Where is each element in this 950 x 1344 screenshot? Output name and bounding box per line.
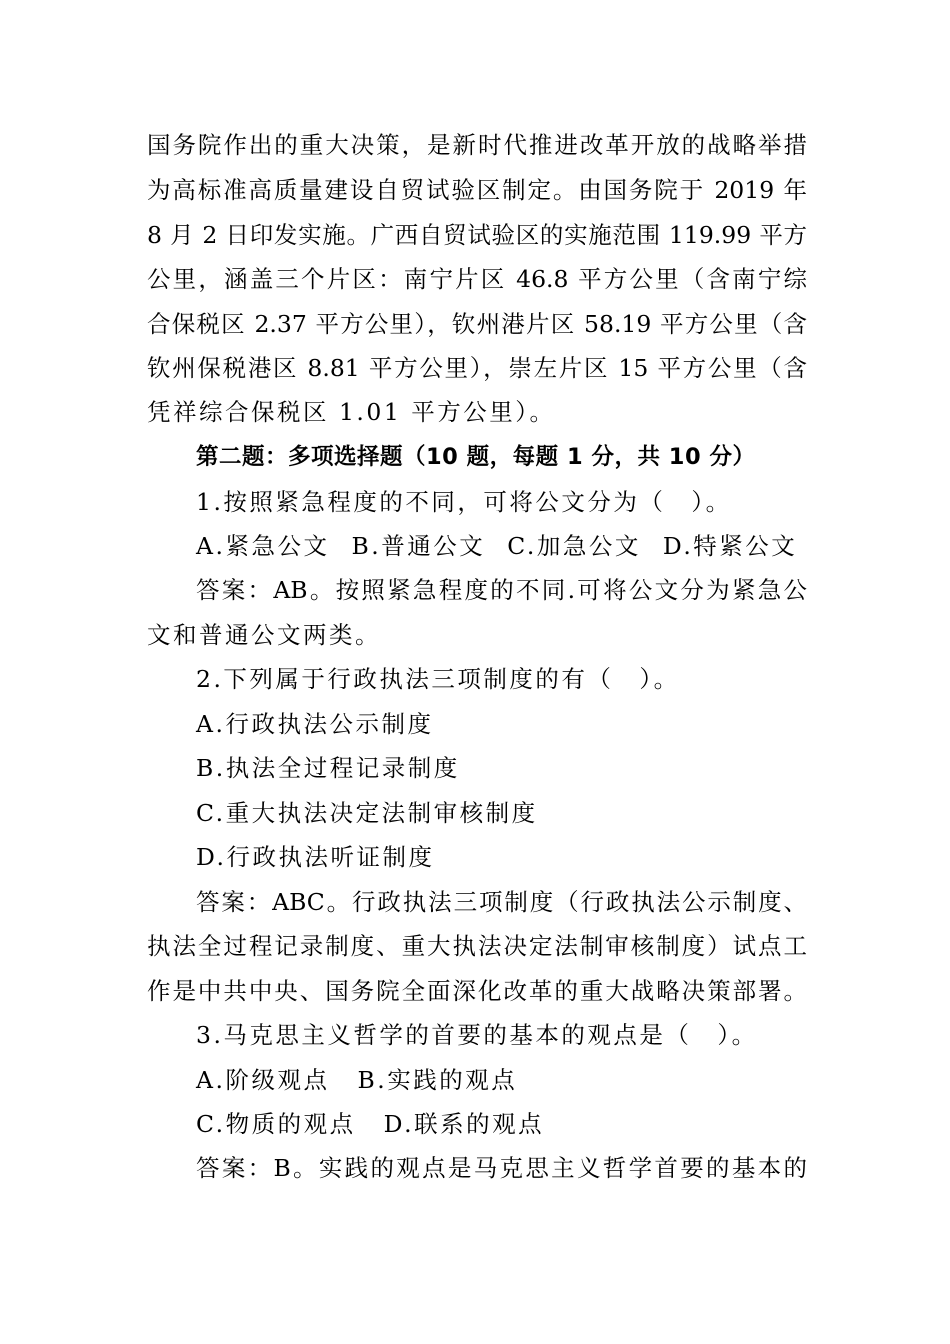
option-b: B.执法全过程记录制度 bbox=[196, 754, 460, 782]
question-2: 2.下列属于行政执法三项制度的有（ ）。 bbox=[196, 665, 680, 693]
option-c: C.重大执法决定法制审核制度 bbox=[196, 799, 538, 827]
option-a: A.行政执法公示制度 bbox=[196, 710, 434, 738]
answer-2-continued: 作是中共中央、国务院全面深化改革的重大战略决策部署。 bbox=[147, 977, 807, 1005]
option-a: A.紧急公文 bbox=[196, 532, 330, 560]
option-d: D.联系的观点 bbox=[383, 1110, 545, 1138]
option-c: C.加急公文 bbox=[507, 532, 641, 560]
body-text-line: 为高标准高质量建设自贸试验区制定。由国务院于 2019 年 bbox=[147, 176, 807, 204]
question-3-options-row-1 bbox=[196, 1065, 517, 1095]
body-text-line: 钦州保税港区 8.81 平方公里），崇左片区 15 平方公里（含 bbox=[147, 354, 807, 382]
option-b: B.普通公文 bbox=[351, 532, 486, 560]
body-text-line: 公里，涵盖三个片区：南宁片区 46.8 平方公里（含南宁综 bbox=[147, 265, 807, 293]
body-text-line: 国务院作出的重大决策，是新时代推进改革开放的战略举措 bbox=[147, 131, 807, 159]
option-d: D.行政执法听证制度 bbox=[196, 843, 435, 871]
answer-2-continued: 执法全过程记录制度、重大执法决定法制审核制度）试点工 bbox=[147, 932, 807, 960]
option-b: B.实践的观点 bbox=[357, 1066, 518, 1094]
question-1-options bbox=[196, 531, 797, 561]
option-d: D.特紧公文 bbox=[662, 532, 798, 560]
option-a: A.阶级观点 bbox=[196, 1066, 330, 1094]
question-1: 1.按照紧急程度的不同，可将公文分为（ ）。 bbox=[196, 488, 732, 516]
answer-1-continued: 文和普通公文两类。 bbox=[147, 621, 381, 649]
question-3: 3.马克思主义哲学的首要的基本的观点是（ ）。 bbox=[196, 1021, 758, 1049]
body-text-line: 8 月 2 日印发实施。广西自贸试验区的实施范围 119.99 平方 bbox=[147, 221, 807, 249]
body-text-line: 凭祥综合保税区 1.01 平方公里）。 bbox=[147, 398, 556, 426]
section-heading: 第二题：多项选择题（10 题，每题 1 分，共 10 分） bbox=[196, 444, 756, 470]
body-text-line: 合保税区 2.37 平方公里），钦州港片区 58.19 平方公里（含 bbox=[147, 310, 807, 338]
option-c: C.物质的观点 bbox=[196, 1110, 356, 1138]
answer-2: 答案：ABC。行政执法三项制度（行政执法公示制度、 bbox=[196, 888, 807, 916]
answer-1: 答案：AB。按照紧急程度的不同.可将公文分为紧急公 bbox=[196, 576, 807, 604]
question-3-options-row-2 bbox=[196, 1109, 544, 1139]
answer-3: 答案：B。实践的观点是马克思主义哲学首要的基本的 bbox=[196, 1154, 807, 1182]
